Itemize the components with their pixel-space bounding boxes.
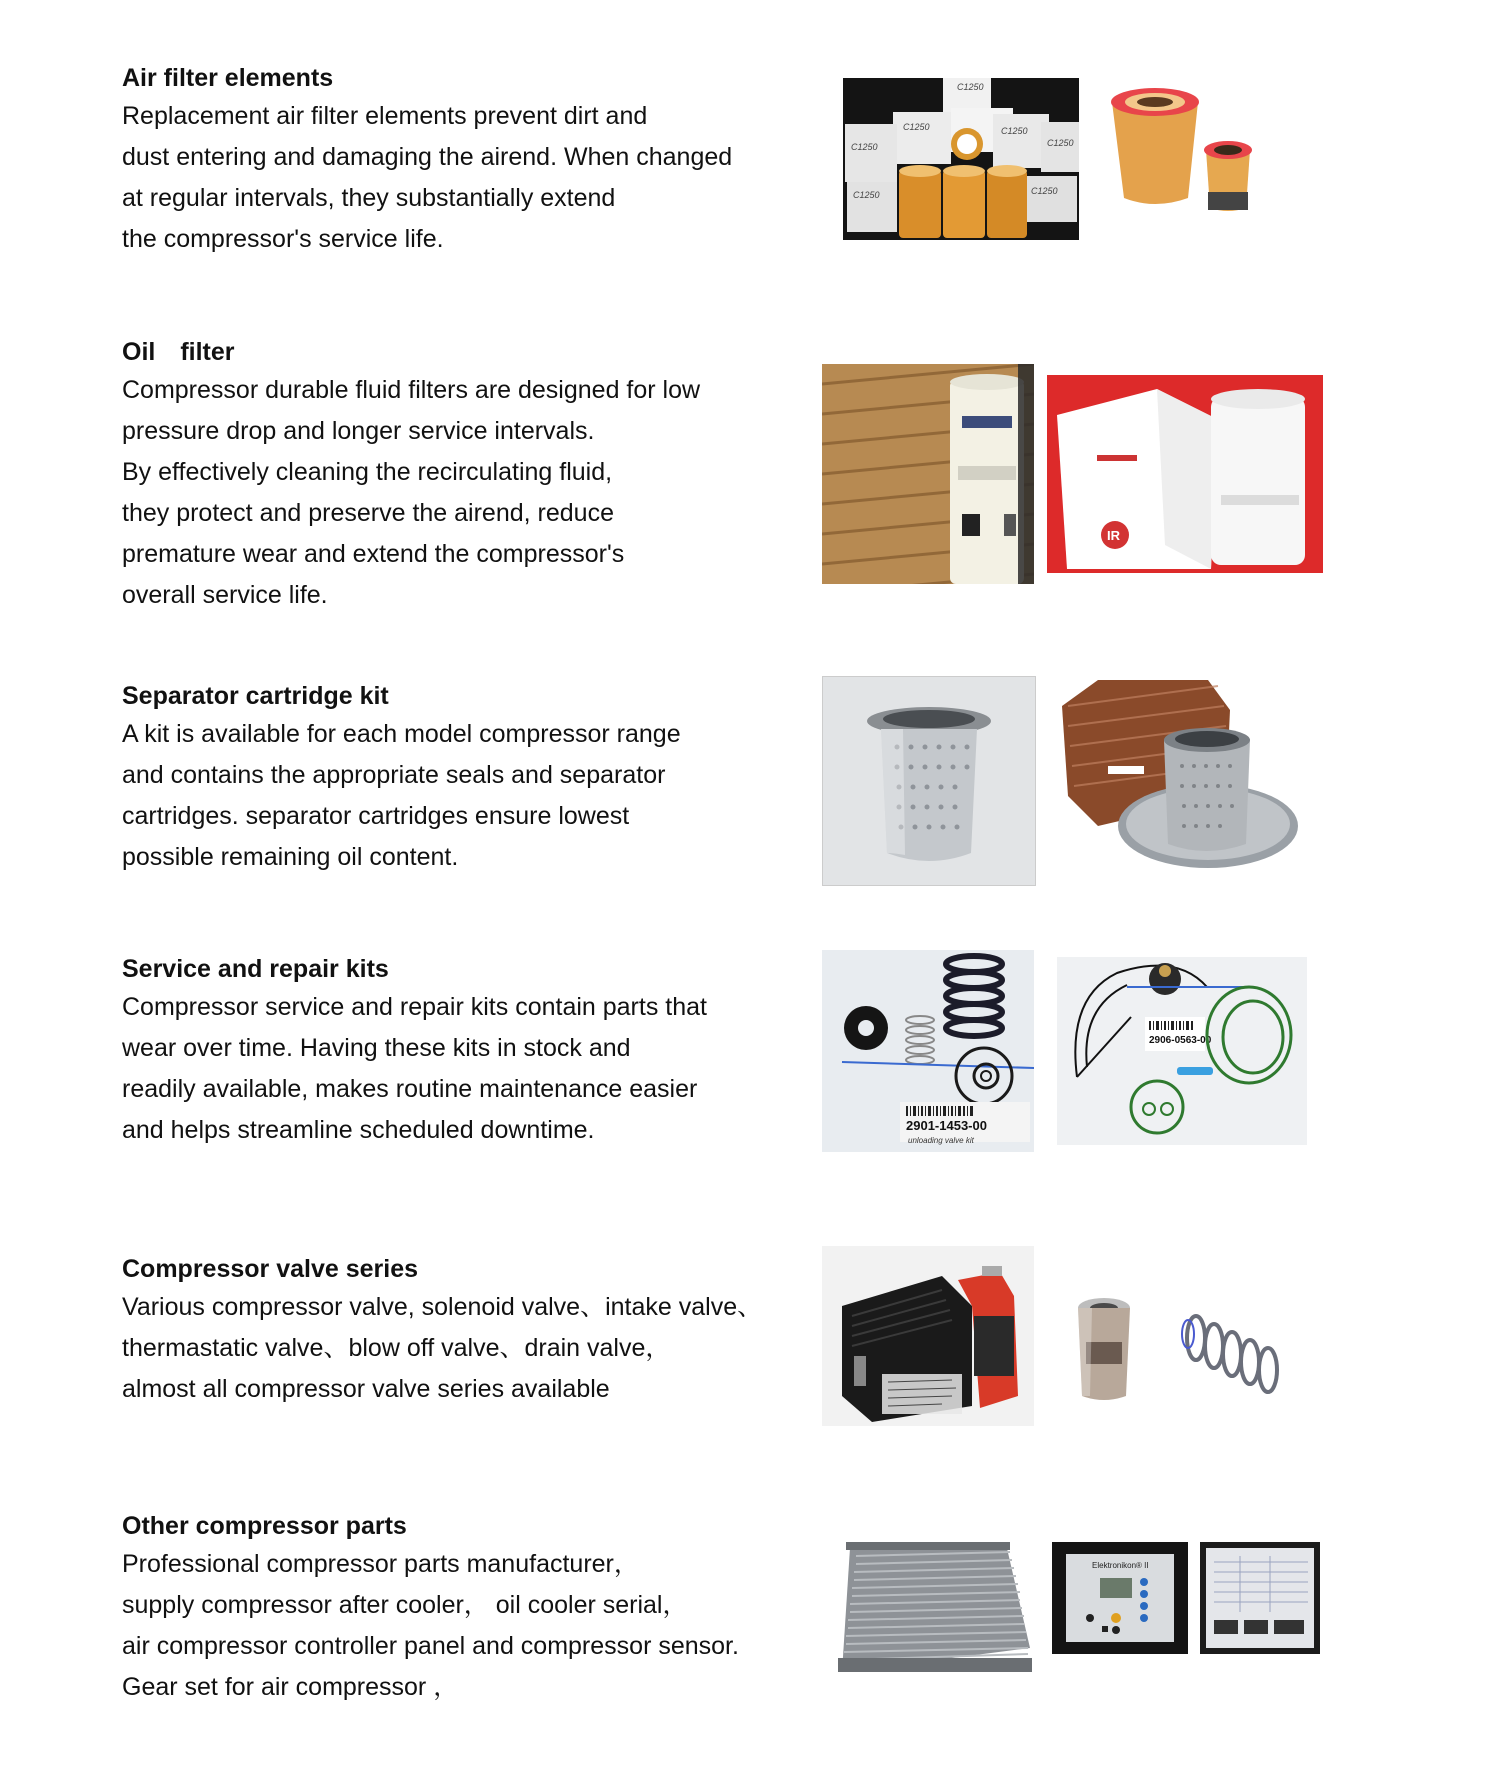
section-air-filter (0, 0, 1500, 290)
description-line: cartridges. separator cartridges ensure lowest (122, 802, 630, 830)
description-line: at regular intervals, they substantially extend (122, 184, 616, 212)
description-line: overall service life. (122, 581, 328, 609)
description-line: air compressor controller panel and compressor sensor. (122, 1632, 739, 1660)
description-line: the compressor's service life. (122, 225, 444, 253)
description-line: premature wear and extend the compressor's (122, 540, 625, 568)
description-line: almost all compressor valve series available (122, 1375, 610, 1403)
description-line: Compressor service and repair kits contain parts that (122, 993, 707, 1021)
box-label: C1250 (1047, 138, 1074, 148)
air-filter-boxes-photo (843, 78, 1079, 240)
controller-label: Elektronikon® II (1092, 1561, 1149, 1570)
description-line: Professional compressor parts manufacturer， (122, 1550, 639, 1578)
air-filter-elements-photo (1100, 80, 1280, 220)
separator-kit-boxed-photo (1058, 676, 1304, 888)
other-parts-text (122, 1508, 822, 1708)
separator-kit-text (122, 678, 822, 878)
oil-filter-text (122, 334, 822, 616)
box-label: C1250 (1031, 186, 1058, 196)
service-kits-text (122, 951, 822, 1151)
thermostatic-valve-photo (1058, 1246, 1306, 1426)
part-caption: unloading valve kit (908, 1136, 974, 1145)
oil-filter-packaged-photo (822, 364, 1034, 584)
box-label: C1250 (851, 142, 878, 152)
section-other-parts (0, 1490, 1500, 1784)
description-line: Compressor durable fluid filters are designed for low (122, 376, 701, 404)
box-brand: IR (1107, 528, 1120, 543)
section-oil-filter (0, 290, 1500, 640)
section-valve-series (0, 1200, 1500, 1490)
section-title: Service and repair kits (122, 955, 389, 983)
controller-board-photo (1200, 1542, 1320, 1654)
section-title: Compressor valve series (122, 1255, 419, 1283)
section-title: Separator cartridge kit (122, 682, 389, 710)
solenoid-valve-photo (822, 1246, 1034, 1426)
description-line: and helps streamline scheduled downtime. (122, 1116, 595, 1144)
description-line: wear over time. Having these kits in stock and (122, 1034, 631, 1062)
description-line: they protect and preserve the airend, reduce (122, 499, 614, 527)
section-title: Oil filter (122, 338, 235, 366)
box-label: C1250 (853, 190, 880, 200)
description-line: pressure drop and longer service intervals. (122, 417, 595, 445)
description-line: Various compressor valve, solenoid valve、intake valve、 (122, 1293, 763, 1321)
description-line: possible remaining oil content. (122, 843, 459, 871)
part-number: 2906-0563-00 (1149, 1035, 1212, 1046)
description-line: thermastatic valve、blow off valve、drain valve， (122, 1334, 671, 1362)
oil-filter-boxed-photo (1047, 375, 1323, 573)
air-filter-text (122, 60, 822, 260)
box-label: C1250 (1001, 126, 1028, 136)
section-separator-kit (0, 640, 1500, 910)
after-cooler-photo (830, 1540, 1036, 1680)
service-kit-seals-photo (1057, 957, 1307, 1145)
box-label: C1250 (957, 82, 984, 92)
description-line: readily available, makes routine maintenance easier (122, 1075, 698, 1103)
section-title: Air filter elements (122, 64, 334, 92)
part-number: 2901-1453-00 (906, 1118, 987, 1133)
section-service-kits (0, 910, 1500, 1200)
description-line: Replacement air filter elements prevent dirt and (122, 102, 648, 130)
description-line: A kit is available for each model compressor range (122, 720, 681, 748)
box-label: C1250 (903, 122, 930, 132)
description-line: supply compressor after cooler， oil cooler serial， (122, 1591, 688, 1619)
description-line: By effectively cleaning the recirculating fluid, (122, 458, 613, 486)
unloading-valve-kit-photo (822, 950, 1034, 1152)
description-line: dust entering and damaging the airend. When changed (122, 143, 733, 171)
description-line: Gear set for air compressor ， (122, 1673, 459, 1701)
separator-cartridge-photo (822, 676, 1036, 886)
section-title: Other compressor parts (122, 1512, 407, 1540)
elektronikon-controller-photo (1052, 1542, 1188, 1654)
description-line: and contains the appropriate seals and separator (122, 761, 666, 789)
valve-series-text (122, 1251, 822, 1410)
